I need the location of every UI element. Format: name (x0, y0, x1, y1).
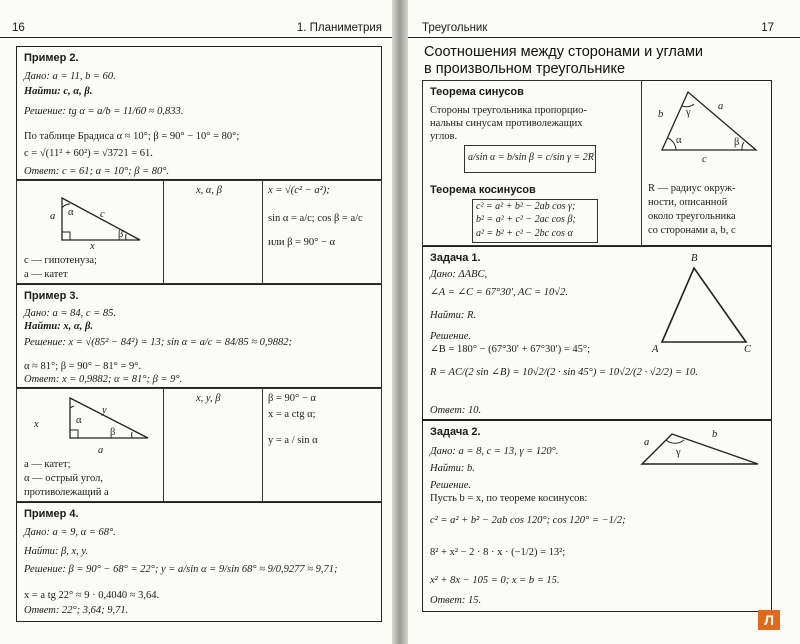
example-2-solution: Решение: tg α = a/b = 11/60 ≈ 0,833. (24, 106, 184, 117)
ex3-col3-l2: x = a ctg α; (268, 409, 316, 420)
right-page (408, 0, 800, 644)
left-header (0, 20, 392, 38)
ex2-fig-alpha: α (68, 207, 74, 218)
task-2-fig-gamma: γ (676, 447, 681, 458)
right-running-title: Треугольник (422, 22, 488, 34)
right-page-number: 17 (761, 22, 774, 34)
ex2-col3-l2: sin α = a/c; cos β = a/c (268, 213, 363, 224)
publisher-logo-badge: Л (758, 610, 780, 630)
example-3-answer: Ответ: x = 0,9882; α = 81°; β = 9°. (24, 374, 183, 385)
example-2-title: Пример 2. (24, 52, 79, 64)
section-heading-line-1: Соотношения между сторонами и углами (424, 44, 704, 60)
ex2-col3-l3: или β = 90° − α (268, 237, 335, 248)
figure-note-2: ности, описанной (648, 197, 728, 208)
task-2-title: Задача 2. (430, 426, 481, 438)
ex3-unknowns: x, y, β (196, 393, 221, 404)
sines-title: Теорема синусов (430, 86, 524, 98)
cosines-f1: c² = a² + b² − 2ab cos γ; (476, 201, 576, 212)
example-4-given: Дано: a = 9, α = 68°. (24, 527, 116, 538)
left-page (0, 0, 392, 644)
ex3-fig-a: a (98, 445, 104, 456)
cosines-f2: b² = a² + c² − 2ac cos β; (476, 214, 576, 225)
isosceles-triangle-figure (652, 262, 752, 346)
triangle-label-beta: β (734, 137, 740, 148)
ex3-fig-alpha: α (76, 415, 82, 426)
task-1-answer: Ответ: 10. (430, 405, 482, 416)
cosines-title: Теорема косинусов (430, 184, 536, 196)
ex2-note-1: c — гипотенуза; (24, 255, 97, 266)
example-4-title: Пример 4. (24, 508, 79, 520)
task-2-fig-a: a (644, 437, 650, 448)
ex2-unknowns: x, α, β (196, 185, 222, 196)
ex2-col3-l1: x = √(c² − a²); (268, 185, 330, 196)
task-1-title: Задача 1. (430, 252, 481, 264)
ex2-fig-beta: β (118, 229, 124, 240)
ex3-col3-l1: β = 90° − α (268, 393, 316, 404)
ex3-fig-beta: β (110, 427, 116, 438)
task-1-vertex-a: A (652, 344, 659, 355)
example-3-solution: Решение: x = √(85² − 84²) = 13; sin α = a/c = 84/85 ≈ 0,9882; (24, 337, 293, 348)
sines-text-3: углов. (430, 131, 458, 142)
task-2-line-3: 8² + x² − 2 · 8 · x · (−1/2) = 13²; (430, 547, 566, 558)
example-2-answer: Ответ: c = 61; α = 10°; β = 80°. (24, 166, 170, 177)
ex2-fig-a: a (50, 211, 56, 222)
ex3-note-1: a — катет; (24, 459, 71, 470)
general-triangle-figure (652, 86, 762, 156)
sines-formula: a/sin α = b/sin β = c/sin γ = 2R (468, 152, 594, 163)
example-2-table-line: По таблице Брадиса α ≈ 10°; β = 90° − 10° = 80°; (24, 131, 240, 142)
ex2-note-2: a — катет (24, 269, 68, 280)
task-1-find: Найти: R. (430, 310, 477, 321)
task-1-line-1: ∠B = 180° − (67°30′ + 67°30′) = 45°; (430, 344, 591, 355)
example-3-line-2: α ≈ 81°; β = 90° − 81° = 9°. (24, 361, 142, 372)
task-1-angles: ∠A = ∠C = 67°30′, AC = 10√2. (430, 287, 568, 298)
ex3-fig-x: x (34, 419, 39, 430)
task-1-given: Дано: ΔABC, (430, 269, 488, 280)
example-2-find: Найти: c, α, β. (24, 86, 93, 97)
ex3-note-3: противолежащий a (24, 487, 109, 498)
section-heading-line-2: в произвольном треугольнике (424, 61, 626, 77)
figure-note-1: R — радиус окруж- (648, 183, 736, 194)
example-4-solution: Решение: β = 90° − 68° = 22°; y = a/sin α = 9/sin 68° ≈ 9/0,9277 ≈ 9,71; (24, 564, 338, 575)
task-2-line-2: c² = a² + b² − 2ab cos 120°; cos 120° = −1/2; (430, 515, 626, 526)
sines-text-2: нальны синусам противолежащих (430, 118, 583, 129)
sines-text-1: Стороны треугольника пропорцио- (430, 105, 587, 116)
ex2-fig-x: x (90, 241, 95, 252)
ex3-fig-y: y (102, 405, 107, 416)
example-4-line-2: x = a tg 22° ≈ 9 · 0,4040 ≈ 3,64. (24, 590, 160, 601)
book-gutter (392, 0, 408, 644)
ex3-right-triangle-figure (44, 394, 154, 446)
example-2-given: Дано: a = 11, b = 60. (24, 71, 116, 82)
task-2-solution: Решение. (430, 480, 472, 491)
example-3-title: Пример 3. (24, 290, 79, 302)
figure-note-3: около треугольника (648, 211, 736, 222)
task-2-line-4: x² + 8x − 105 = 0; x = b = 15. (430, 575, 560, 586)
task-1-line-2: R = AC/(2 sin ∠B) = 10√2/(2 · sin 45°) = 10√2/(2 · √2/2) = 10. (430, 367, 698, 378)
triangle-label-gamma: γ (686, 107, 691, 118)
task-2-answer: Ответ: 15. (430, 595, 482, 606)
figure-note-4: со сторонами a, b, c (648, 225, 736, 236)
triangle-label-a: a (718, 101, 724, 112)
example-3-given: Дано: a = 84, c = 85. (24, 308, 116, 319)
task-2-find: Найти: b. (430, 463, 475, 474)
cosines-f3: a² = b² + c² − 2bc cos α (476, 228, 573, 239)
example-3-find: Найти: x, α, β. (24, 321, 93, 332)
left-running-title: 1. Планиметрия (296, 22, 382, 34)
ex3-note-2: α — острый угол, (24, 473, 103, 484)
task-1-solution-label: Решение. (430, 331, 472, 342)
task-1-vertex-b: B (691, 253, 698, 264)
task-2-line-1: Пусть b = x, по теореме косинусов: (430, 493, 588, 504)
example-4-find: Найти: β, x, y. (24, 546, 89, 557)
task-2-given: Дано: a = 8, c = 13, γ = 120°. (430, 446, 559, 457)
ex2-fig-c: c (100, 209, 105, 220)
left-page-number: 16 (12, 22, 25, 34)
example-4-answer: Ответ: 22°; 3,64; 9,71. (24, 605, 129, 616)
ex3-col3-l3: y = a / sin α (268, 435, 318, 446)
example-2-c-line: c = √(11² + 60²) = √3721 = 61. (24, 148, 153, 159)
ex2-right-triangle-figure (40, 190, 150, 250)
task-1-vertex-c: C (744, 344, 752, 355)
obtuse-triangle-figure (636, 426, 766, 470)
triangle-label-b: b (658, 109, 664, 120)
triangle-label-c: c (702, 154, 707, 165)
right-header (408, 20, 800, 38)
task-2-fig-b: b (712, 429, 718, 440)
triangle-label-alpha: α (676, 135, 682, 146)
